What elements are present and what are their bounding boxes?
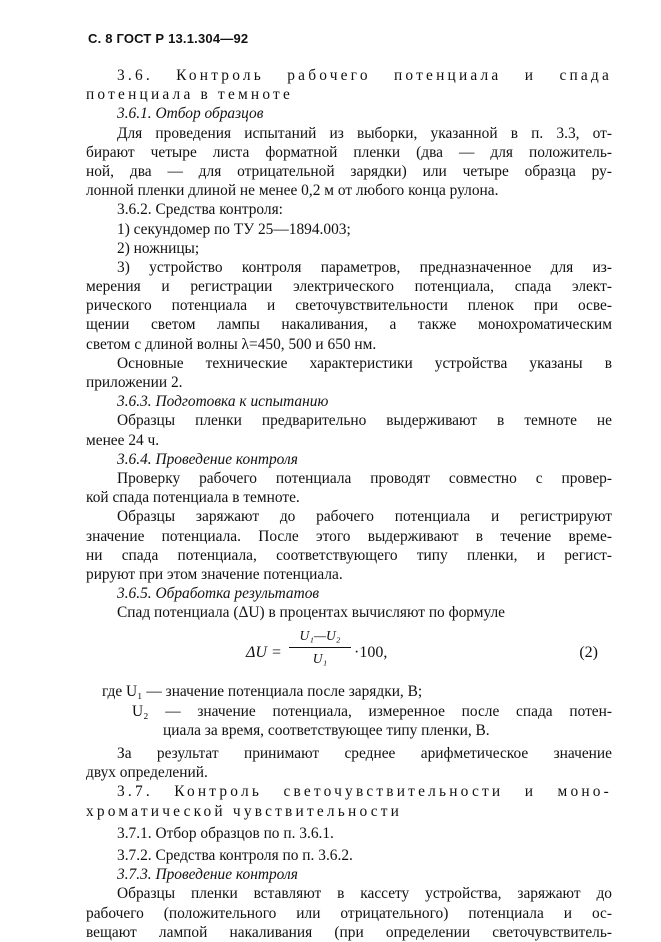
text-line: Проверку рабочего потенциала проводят совместно с провер-: [117, 469, 612, 487]
subheading: [86, 584, 612, 603]
text-line: Для проведения испытаний из выборки, указанной в п. 3.3, от-: [117, 124, 612, 142]
formula-legend-3: циала за время, соответствующее типу пленки, В.: [163, 721, 490, 739]
subheading-text: 3.7.3. Проведение контроля: [117, 866, 298, 884]
formula-denominator: U₁: [312, 650, 328, 666]
subheading: [86, 392, 612, 411]
text-line: рабочего (положительного или отрицательного) потенциала и ос-: [86, 904, 612, 922]
formula-legend-2: U₂ — значение потенциала, измеренное после спада потен-: [132, 702, 612, 720]
formula-lhs: ΔU =: [246, 644, 282, 662]
list-item: 1) секундомер по ТУ 25—1894.003;: [117, 220, 351, 238]
text-line: светом с длиной волны λ=450, 500 и 650 нм.: [86, 335, 377, 353]
text-line: бирают четыре листа форматной пленки (два — для положитель-: [86, 143, 612, 161]
section-heading-3-7-cont: хроматической чувствительности: [86, 802, 403, 820]
text-line: Образцы пленки предварительно выдерживают в темноте не: [117, 412, 612, 430]
formula-numerator: U₁—U₂: [289, 626, 351, 647]
text-line: 3.7.1. Отбор образцов по п. 3.6.1.: [117, 824, 334, 842]
section-heading-3-6-cont: потенциала в темноте: [86, 86, 294, 104]
subheading: [86, 865, 612, 884]
text-line: вещают лампой накаливания (при определении светочувствитель-: [86, 923, 612, 941]
formula-fraction: [289, 626, 351, 667]
text-line: 3.6.2. Средства контроля:: [117, 201, 283, 219]
text-line: рического потенциала и светочувствительности пленок при осве-: [86, 297, 612, 315]
document-body: [86, 66, 612, 942]
text-line: ной, два — для отрицательной зарядки) или четыре образца ру-: [86, 162, 612, 180]
subheading-text: 3.6.4. Проведение контроля: [117, 450, 298, 468]
text-line: лонной пленки длиной не менее 0,2 м от любого конца рулона.: [86, 182, 499, 200]
text-line: ни спада потенциала, соответствующего типу пленки, и регист-: [86, 546, 612, 564]
text-line: рируют при этом значение потенциала.: [86, 565, 343, 583]
text-line: Образцы заряжают до рабочего потенциала и регистрируют: [117, 508, 612, 526]
text-line: Спад потенциала (ΔU) в процентах вычисляют по формуле: [117, 604, 505, 622]
text-line: кой спада потенциала в темноте.: [86, 489, 300, 507]
text-line: Основные технические характеристики устройства указаны в: [117, 354, 612, 372]
text-line: За результат принимают среднее арифметическое значение: [117, 745, 612, 762]
list-item: 2) ножницы;: [117, 239, 200, 257]
subheading-text: 3.6.5. Обработка результатов: [117, 585, 320, 603]
subheading: [86, 104, 612, 123]
text-line: двух определений.: [86, 764, 208, 782]
formula-rhs: ·100,: [354, 644, 388, 662]
subheading-text: 3.6.3. Подготовка к испытанию: [117, 393, 329, 411]
text-line: менее 24 ч.: [86, 431, 160, 449]
text-line: мерения и регистрации электрического потенциала, спада элект-: [86, 278, 612, 296]
formula-2: [86, 626, 612, 682]
formula-legend-1: где U₁ — значение потенциала после зарядки, В;: [102, 683, 423, 701]
text-line: 3.7.2. Средства контроля по п. 3.6.2.: [117, 846, 353, 864]
text-line: щении светом лампы накаливания, а также монохроматическим: [86, 316, 612, 334]
section-heading-3-7: 3.7. Контроль светочувствительности и моно-: [117, 783, 612, 801]
page-header: С. 8 ГОСТ Р 13.1.304—92: [88, 31, 249, 46]
text-line: приложении 2.: [86, 374, 183, 391]
text-line: Образцы пленки вставляют в кассету устройства, заряжают до: [117, 885, 612, 903]
text-line: значение потенциала. После этого выдерживают в течение време-: [86, 527, 612, 545]
subheading: [86, 450, 612, 469]
list-item: 3) устройство контроля параметров, предназначенное для из-: [117, 258, 612, 276]
section-heading-3-6: 3.6. Контроль рабочего потенциала и спада: [117, 67, 612, 84]
formula-number: (2): [579, 644, 598, 662]
subheading-text: 3.6.1. Отбор образцов: [117, 105, 264, 123]
